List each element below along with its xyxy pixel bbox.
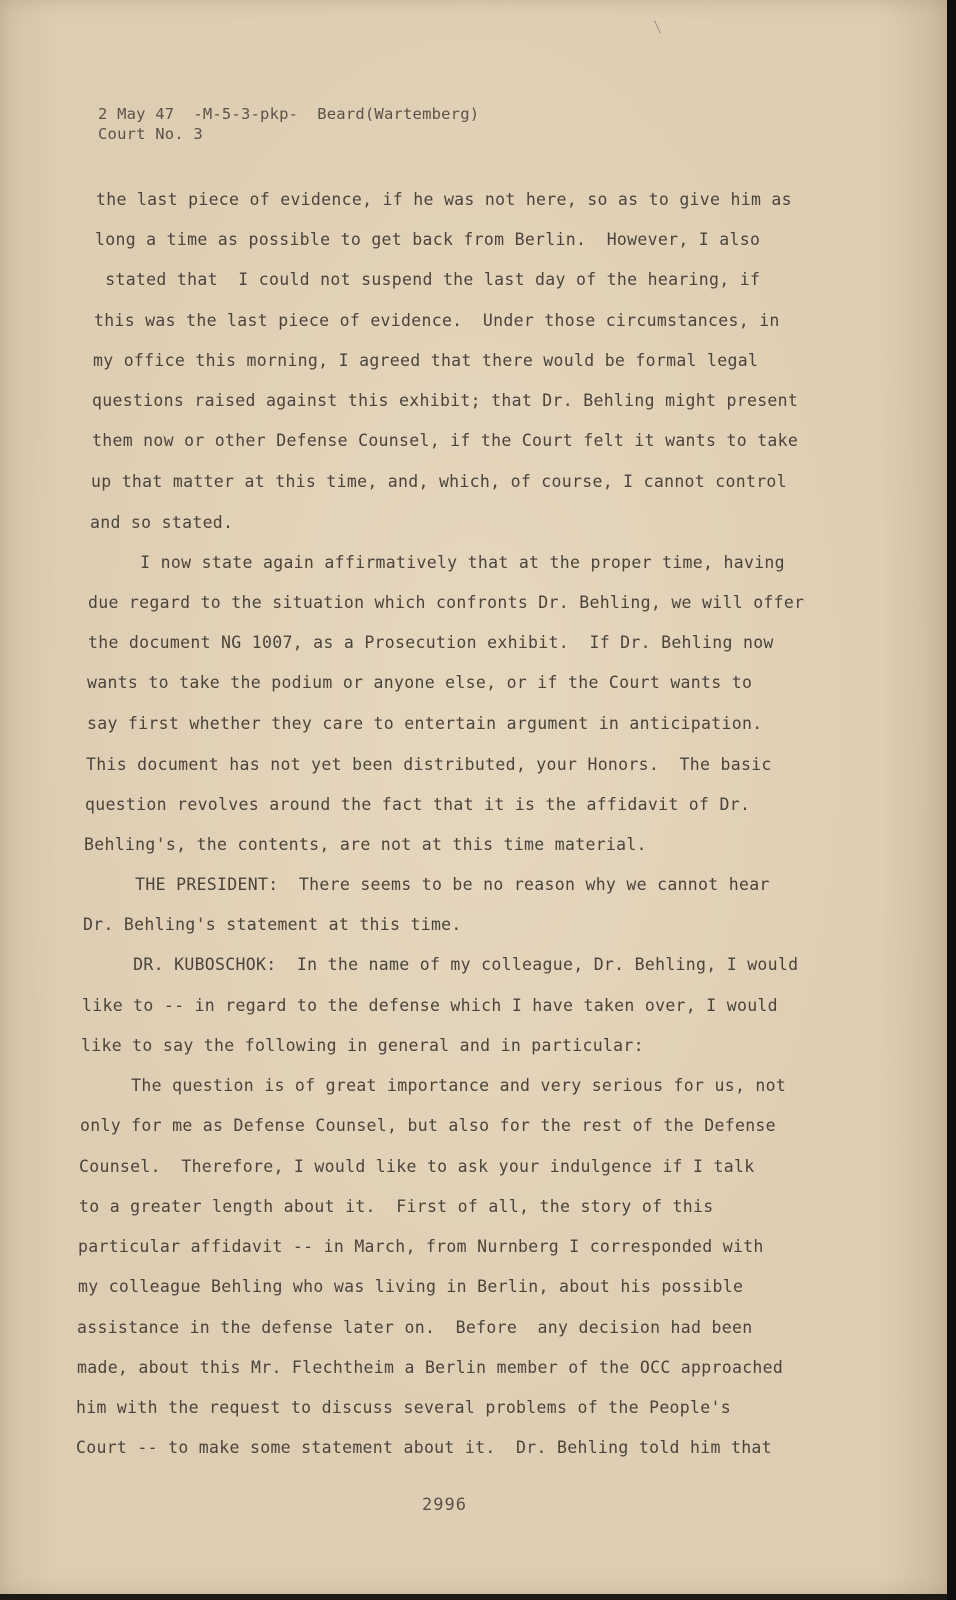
text-line: Behling's, the contents, are not at this time material. <box>84 835 647 854</box>
text-line: wants to take the podium or anyone else, or if the Court wants to <box>87 673 753 692</box>
page-number: 2996 <box>422 1495 467 1515</box>
text-line: and so stated. <box>90 513 234 532</box>
text-line: the last piece of evidence, if he was not here, so as to give him as <box>96 190 792 209</box>
text-line: made, about this Mr. Flechtheim a Berlin member of the OCC approached <box>77 1358 784 1377</box>
text-line: DR. KUBOSCHOK: In the name of my colleague, Dr. Behling, I would <box>82 955 799 974</box>
text-line: to a greater length about it. First of all, the story of this <box>79 1197 714 1216</box>
text-line: The question is of great importance and very serious for us, not <box>80 1076 787 1095</box>
text-line: only for me as Defense Counsel, but also for the rest of the Defense <box>80 1116 776 1135</box>
header-date-line: 2 May 47 -M-5-3-pkp- Beard(Wartemberg) <box>98 105 480 123</box>
text-line: I now state again affirmatively that at the proper time, having <box>89 553 785 572</box>
text-line: This document has not yet been distributed, your Honors. The basic <box>86 755 772 774</box>
text-line: assistance in the defense later on. Before any decision had been <box>77 1318 753 1337</box>
text-line: like to -- in regard to the defense which I have taken over, I would <box>82 996 778 1015</box>
text-line: particular affidavit -- in March, from Nurnberg I corresponded with <box>78 1237 764 1256</box>
header-court-line: Court No. 3 <box>98 125 203 143</box>
text-line: up that matter at this time, and, which, of course, I cannot control <box>91 472 787 491</box>
text-line: them now or other Defense Counsel, if the Court felt it wants to take <box>92 431 799 450</box>
text-line: Counsel. Therefore, I would like to ask your indulgence if I talk <box>79 1157 755 1176</box>
text-line: like to say the following in general and in particular: <box>81 1036 644 1055</box>
text-line: the document NG 1007, as a Prosecution exhibit. If Dr. Behling now <box>88 633 774 652</box>
text-line: Court -- to make some statement about it. Dr. Behling told him that <box>76 1438 772 1457</box>
text-line: say first whether they care to entertain argument in anticipation. <box>87 714 763 733</box>
text-line: THE PRESIDENT: There seems to be no reason why we cannot hear <box>84 875 770 894</box>
text-line: my colleague Behling who was living in Berlin, about his possible <box>78 1277 744 1296</box>
scan-edge <box>947 0 956 1600</box>
text-line: question revolves around the fact that it is the affidavit of Dr. <box>85 795 751 814</box>
text-line: stated that I could not suspend the last day of the hearing, if <box>95 270 761 289</box>
text-line: long a time as possible to get back from Berlin. However, I also <box>95 230 761 249</box>
text-line: Dr. Behling's statement at this time. <box>83 915 462 934</box>
text-line: due regard to the situation which confronts Dr. Behling, we will offer <box>88 593 805 612</box>
text-line: this was the last piece of evidence. Under those circumstances, in <box>94 311 780 330</box>
text-line: questions raised against this exhibit; that Dr. Behling might present <box>92 391 799 410</box>
text-line: him with the request to discuss several problems of the People's <box>76 1398 731 1417</box>
text-line: my office this morning, I agreed that there would be formal legal <box>93 351 759 370</box>
